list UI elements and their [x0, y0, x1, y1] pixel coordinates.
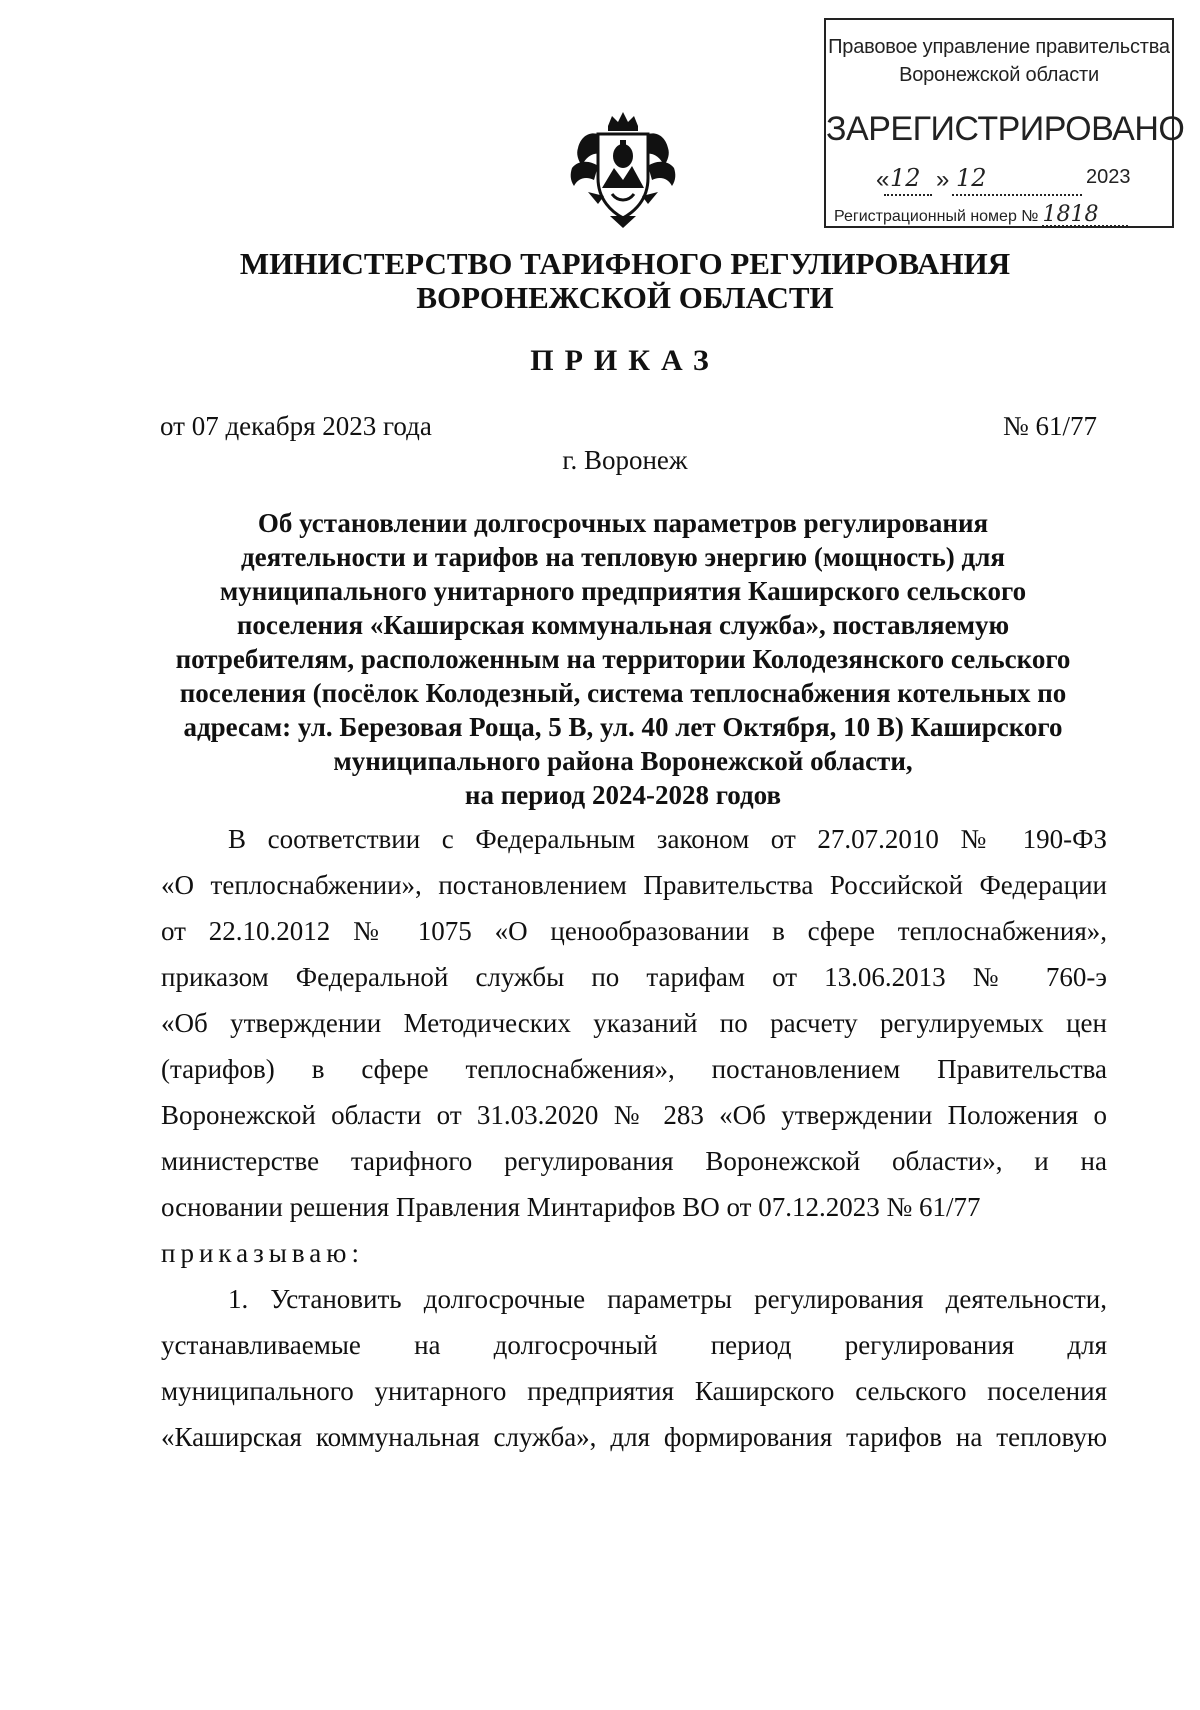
- stamp-month-underline: [952, 194, 1082, 196]
- title-line: муниципального унитарного предприятия Каширского сельского: [219, 576, 1027, 606]
- body-line: министерстве тарифного регулирования Воронежской области», и на: [161, 1146, 1107, 1176]
- stamp-org-line-2: Воронежской области: [899, 64, 1099, 86]
- body-line: 1. Установить долгосрочные параметры регулирования деятельности,: [228, 1284, 1107, 1314]
- title-line: поселения (посёлок Колодезный, система теплоснабжения котельных по: [179, 678, 1067, 708]
- document-city: г. Воронеж: [562, 445, 688, 475]
- document-title: [140, 506, 1106, 812]
- body-line: (тарифов) в сфере теплоснабжения», постановлением Правительства: [161, 1054, 1107, 1084]
- stamp-regnum-label: Регистрационный номер №: [834, 208, 1039, 225]
- title-line: поселения «Каширская коммунальная служба», поставляемую: [236, 610, 1010, 640]
- title-line: адресам: ул. Березовая Роща, 5 В, ул. 40 лет Октября, 10 В) Каширского: [183, 712, 1063, 742]
- stamp-quote-open: «: [876, 166, 890, 193]
- stamp-regnum-value: 1818: [1042, 205, 1128, 227]
- title-line: муниципального района Воронежской области,: [333, 746, 913, 776]
- stamp-year: 2023: [1086, 166, 1131, 188]
- stamp-day: 12: [890, 164, 921, 192]
- title-line: потребителям, расположенным на территории Колодезянского сельского: [175, 644, 1071, 674]
- stamp-regnum: [834, 202, 1128, 227]
- stamp-quote-close: »: [936, 166, 950, 193]
- ministry-name-line-1: МИНИСТЕРСТВО ТАРИФНОГО РЕГУЛИРОВАНИЯ: [239, 246, 1011, 281]
- stamp-date: [876, 166, 1146, 196]
- body-line: муниципального унитарного предприятия Каширского сельского поселения: [161, 1376, 1107, 1406]
- body-line: «О теплоснабжении», постановлением Правительства Российской Федерации: [161, 870, 1107, 900]
- body-line: «Об утверждении Методических указаний по расчету регулируемых цен: [161, 1008, 1107, 1038]
- document-type: ПРИКАЗ: [530, 344, 720, 377]
- registration-stamp: [824, 18, 1185, 228]
- body-line: В соответствии с Федеральным законом от 27.07.2010 № 190-ФЗ: [228, 824, 1107, 854]
- document-date: от 07 декабря 2023 года: [160, 411, 432, 441]
- coat-of-arms-icon: [568, 108, 678, 230]
- stamp-org-line-1: Правовое управление правительства: [828, 36, 1170, 58]
- body-line: приказом Федеральной службы по тарифам от 13.06.2013 № 760-э: [161, 962, 1107, 992]
- body-line: «Каширская коммунальная служба», для формирования тарифов на тепловую: [161, 1422, 1107, 1452]
- document-number: № 61/77: [1002, 411, 1097, 441]
- stamp-status: ЗАРЕГИСТРИРОВАНО: [826, 110, 1185, 148]
- stamp-day-underline: [884, 194, 932, 196]
- body-line: от 22.10.2012 № 1075 «О ценообразовании в сфере теплоснабжения»,: [161, 916, 1107, 946]
- title-line: деятельности и тарифов на тепловую энергию (мощность) для: [241, 542, 1005, 572]
- body-line: основании решения Правления Минтарифов ВО от 07.12.2023 № 61/77: [161, 1192, 981, 1222]
- body-line: Воронежской области от 31.03.2020 № 283 «Об утверждении Положения о: [161, 1100, 1107, 1130]
- stamp-month: 12: [956, 164, 987, 192]
- order-verb: приказываю:: [161, 1238, 364, 1268]
- title-line: на период 2024-2028 годов: [464, 780, 782, 810]
- title-line: Об установлении долгосрочных параметров регулирования: [257, 508, 989, 538]
- ministry-name-line-2: ВОРОНЕЖСКОЙ ОБЛАСТИ: [416, 280, 834, 315]
- body-line: устанавливаемые на долгосрочный период регулирования для: [161, 1330, 1107, 1360]
